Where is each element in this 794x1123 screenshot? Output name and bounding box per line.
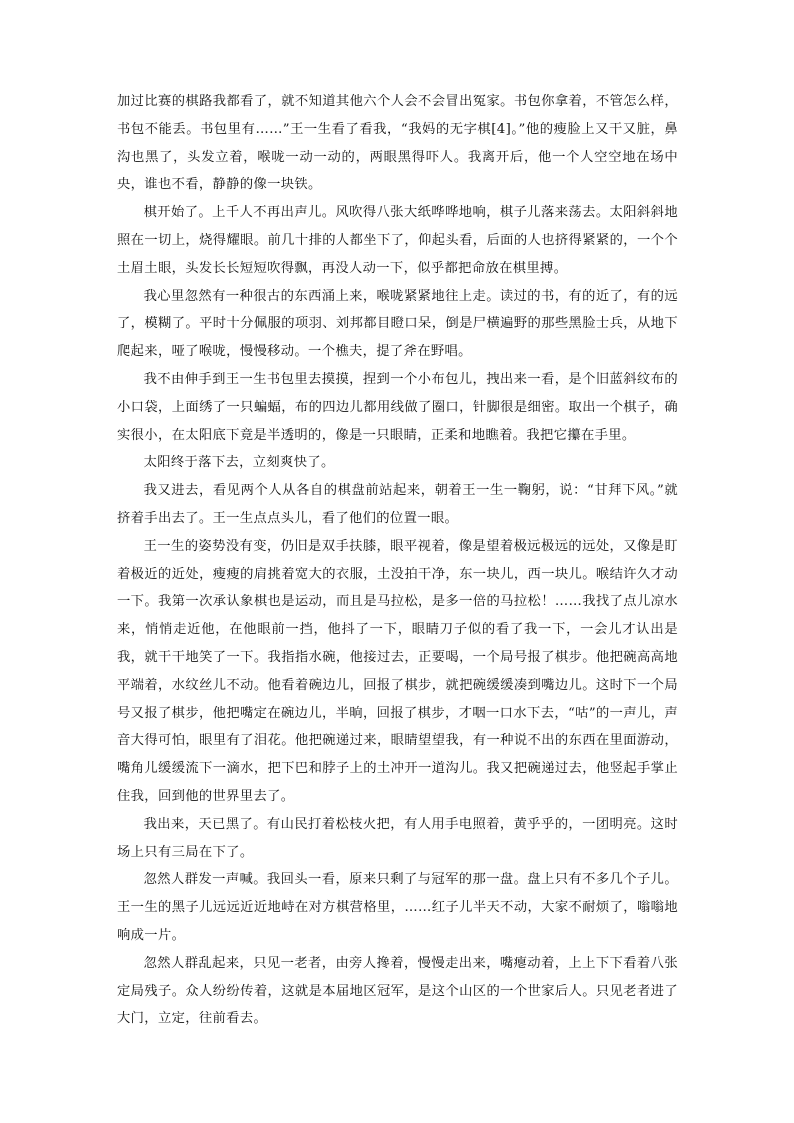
paragraph: 加过比赛的棋路我都看了，就不知道其他六个人会不会冒出冤家。书包你拿着，不管怎么样，书包不能丢。书包里有……”王一生看了看我，“我妈的无字棋[4]。”他的瘦脸上又干又脏，鼻沟也黑了，头发立着，喉咙一动一动的，两眼黑得吓人。我离开后，他一个人空空地在场中央，谁也不看，静静的像一块铁。 — [117, 94, 678, 193]
paragraph: 忽然人群乱起来，只见一老者，由旁人搀着，慢慢走出来，嘴瘪动着，上上下下看着八张定局残子。众人纷纷传着，这就是本届地区冠军，是这个山区的一个世家后人。只见老者进了大门，立定，往前看去。 — [117, 955, 678, 1027]
paragraph: 王一生的姿势没有变，仍旧是双手扶膝，眼平视着，像是望着极远极远的远处，又像是盯着极近的近处，瘦瘦的肩挑着宽大的衣服，土没拍干净，东一块儿，西一块儿。喉结许久才动一下。我第一次承认象棋也是运动，而且是马拉松，是多一倍的马拉松！……我找了点儿凉水来，悄悄走近他，在他眼前一挡，他抖了一下，眼睛刀子似的看了我一下，一会儿才认出是我，就干干地笑了一下。我指指水碗，他接过去，正要喝，一个局号报了棋步。他把碗高高地平端着，水纹丝儿不动。他看着碗边儿，回报了棋步，就把碗缓缓凑到嘴边儿。这时下一个局号又报了棋步，他把嘴定在碗边儿，半晌，回报了棋步，才咽一口水下去，“咕”的一声儿，声音大得可怕，眼里有了泪花。他把碗递过来，眼睛望望我，有一种说不出的东西在里面游动，嘴角儿缓缓流下一滴水，把下巴和脖子上的土冲开一道沟儿。我又把碗递过去，他竖起手掌止住我，回到他的世界里去了。 — [117, 538, 678, 804]
paragraph: 我出来，天已黑了。有山民打着松枝火把，有人用手电照着，黄乎乎的，一团明亮。这时场上只有三局在下了。 — [117, 816, 678, 860]
paragraph: 棋开始了。上千人不再出声儿。风吹得八张大纸哗哗地响，棋子儿落来荡去。太阳斜斜地照在一切上，烧得耀眼。前几十排的人都坐下了，仰起头看，后面的人也挤得紧紧的，一个个土眉土眼，头发长长短短吹得飘，再没人动一下，似乎都把命放在棋里搏。 — [117, 205, 678, 276]
paragraph: 我心里忽然有一种很古的东西涌上来，喉咙紧紧地往上走。读过的书，有的近了，有的远了，模糊了。平时十分佩服的项羽、刘邦都目瞪口呆，倒是尸横遍野的那些黑脸士兵，从地下爬起来，哑了喉咙，慢慢移动。一个樵夫，提了斧在野唱。 — [117, 288, 678, 360]
document-page — [117, 88, 678, 1033]
paragraph: 忽然人群发一声喊。我回头一看，原来只剩了与冠军的那一盘。盘上只有不多几个子儿。王一生的黑子儿远远近近地峙在对方棋营格里，……红子儿半天不动，大家不耐烦了，嗡嗡地响成一片。 — [117, 872, 678, 943]
paragraph: 太阳终于落下去，立刻爽快了。 — [143, 455, 335, 471]
paragraph: 我不由伸手到王一生书包里去摸摸，捏到一个小布包儿，拽出来一看，是个旧蓝斜纹布的小口袋，上面绣了一只蝙蝠，布的四边儿都用线做了圈口，针脚很是细密。取出一个棋子，确实很小，在太阳底下竟是半透明的，像是一只眼睛，正柔和地瞧着。我把它攥在手里。 — [117, 371, 678, 443]
paragraph: 我又进去，看见两个人从各自的棋盘前站起来，朝着王一生一鞠躬，说：“甘拜下风。”就挤着手出去了。王一生点点头儿，看了他们的位置一眼。 — [117, 483, 678, 526]
